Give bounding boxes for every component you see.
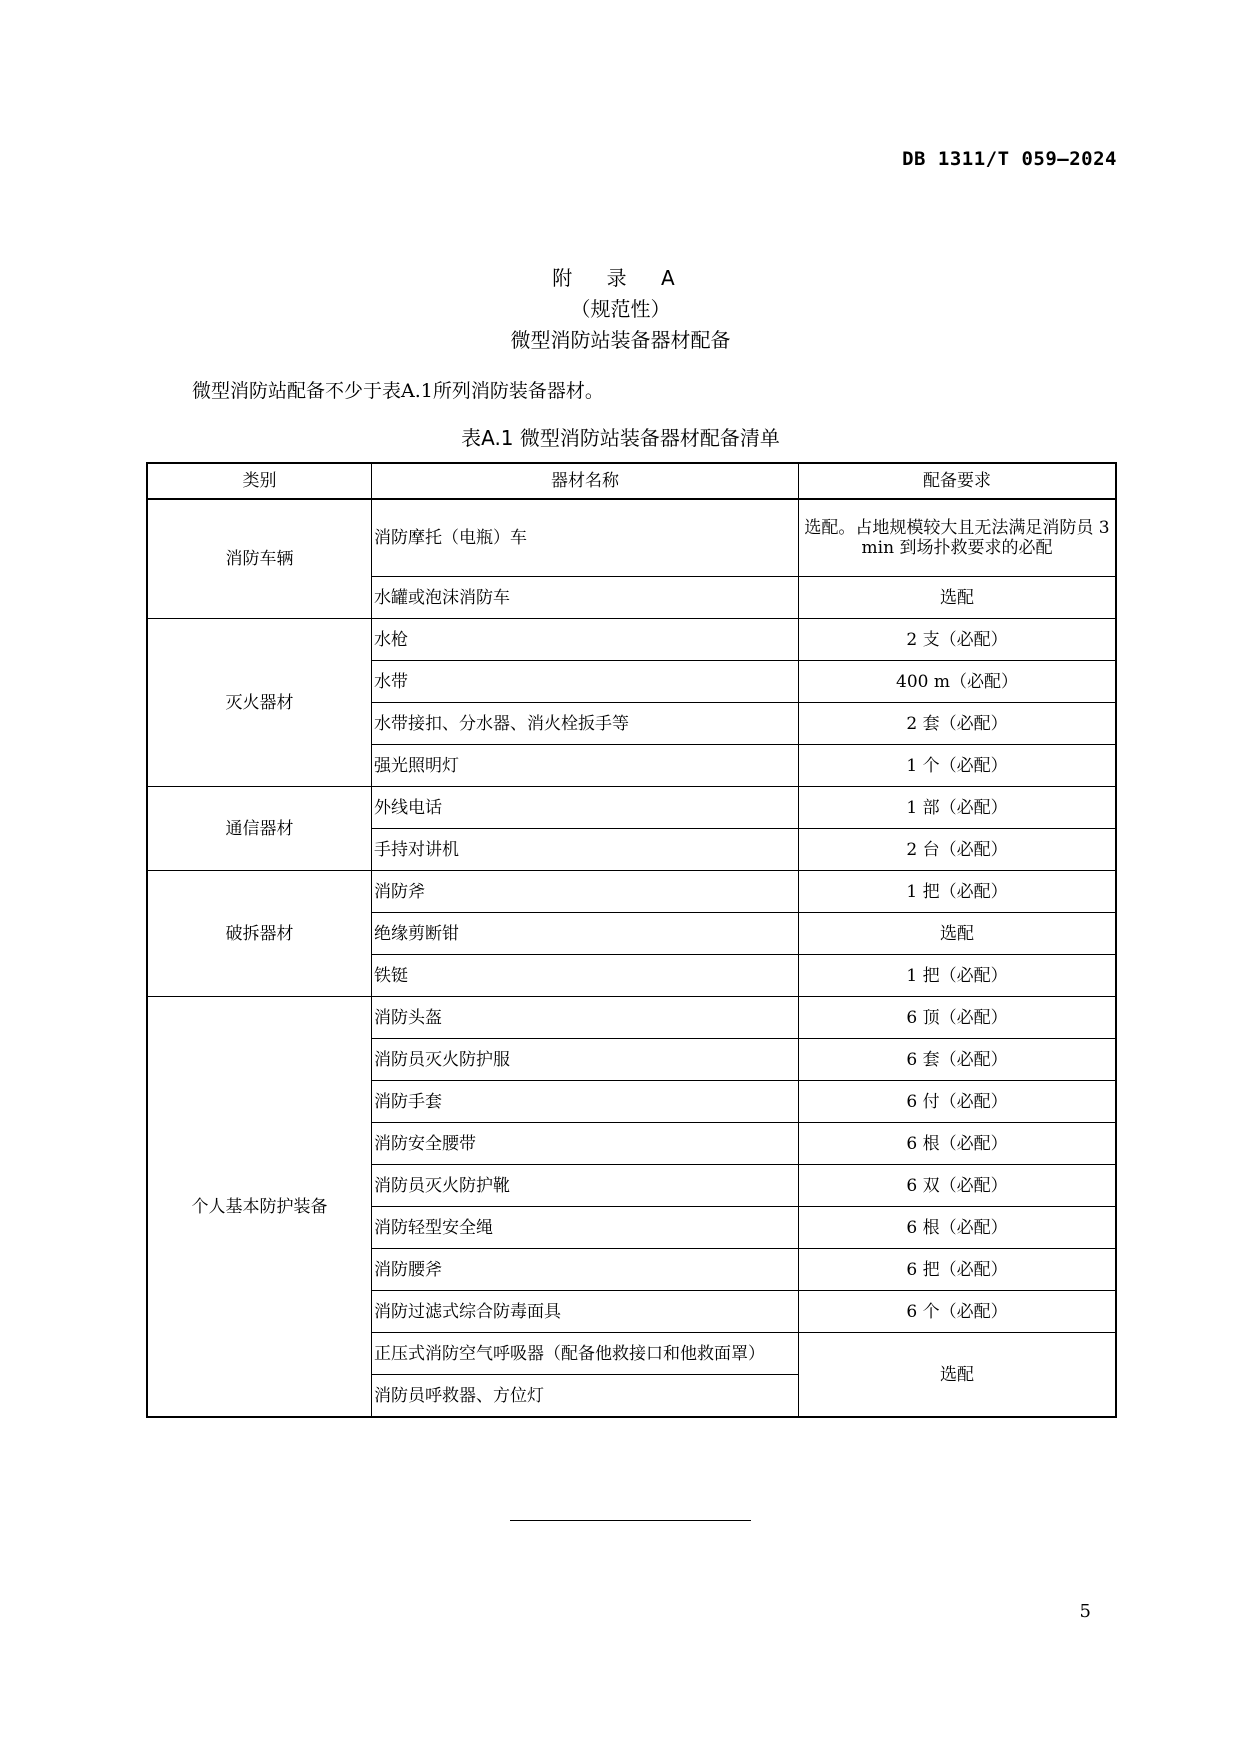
item-requirement: 400 m（必配） bbox=[799, 661, 1117, 703]
end-rule bbox=[510, 1520, 751, 1521]
category-cell: 通信器材 bbox=[147, 787, 372, 871]
table-caption: 表A.1 微型消防站装备器材配备清单 bbox=[461, 426, 780, 450]
item-requirement: 选配 bbox=[799, 577, 1117, 619]
item-name: 水带接扣、分水器、消火栓扳手等 bbox=[372, 703, 799, 745]
item-requirement: 1 把（必配） bbox=[799, 955, 1117, 997]
header-requirement: 配备要求 bbox=[799, 463, 1117, 499]
table-row bbox=[147, 619, 1116, 661]
item-requirement: 1 个（必配） bbox=[799, 745, 1117, 787]
item-requirement: 6 双（必配） bbox=[799, 1165, 1117, 1207]
table-row bbox=[147, 787, 1116, 829]
table-row bbox=[147, 499, 1116, 577]
item-name: 正压式消防空气呼吸器（配备他救接口和他救面罩） bbox=[372, 1333, 799, 1375]
category-cell: 破拆器材 bbox=[147, 871, 372, 997]
item-name: 水带 bbox=[372, 661, 799, 703]
item-requirement: 6 根（必配） bbox=[799, 1207, 1117, 1249]
table-header-row bbox=[147, 463, 1116, 499]
item-requirement: 选配 bbox=[799, 913, 1117, 955]
category-cell: 个人基本防护装备 bbox=[147, 997, 372, 1418]
item-name: 消防安全腰带 bbox=[372, 1123, 799, 1165]
appendix-title: 附 录 A bbox=[552, 266, 689, 290]
item-name: 消防摩托（电瓶）车 bbox=[372, 499, 799, 577]
category-cell: 消防车辆 bbox=[147, 499, 372, 619]
item-name: 消防头盔 bbox=[372, 997, 799, 1039]
item-requirement: 选配。占地规模较大且无法满足消防员 3 min 到场扑救要求的必配 bbox=[799, 499, 1117, 577]
item-name: 消防员灭火防护靴 bbox=[372, 1165, 799, 1207]
item-name: 消防手套 bbox=[372, 1081, 799, 1123]
item-requirement: 1 部（必配） bbox=[799, 787, 1117, 829]
item-name: 消防员灭火防护服 bbox=[372, 1039, 799, 1081]
item-name: 铁铤 bbox=[372, 955, 799, 997]
appendix-name: 微型消防站装备器材配备 bbox=[510, 328, 731, 352]
table-row bbox=[147, 997, 1116, 1039]
intro-paragraph: 微型消防站配备不少于表A.1所列消防装备器材。 bbox=[192, 380, 604, 402]
item-requirement: 6 个（必配） bbox=[799, 1291, 1117, 1333]
item-name: 绝缘剪断钳 bbox=[372, 913, 799, 955]
appendix-type: （规范性） bbox=[570, 297, 671, 321]
item-requirement: 选配 bbox=[799, 1333, 1117, 1418]
item-requirement: 2 支（必配） bbox=[799, 619, 1117, 661]
item-name: 水枪 bbox=[372, 619, 799, 661]
header-category: 类别 bbox=[147, 463, 372, 499]
item-requirement: 1 把（必配） bbox=[799, 871, 1117, 913]
item-requirement: 6 把（必配） bbox=[799, 1249, 1117, 1291]
item-requirement: 6 根（必配） bbox=[799, 1123, 1117, 1165]
item-requirement: 6 付（必配） bbox=[799, 1081, 1117, 1123]
item-requirement: 6 顶（必配） bbox=[799, 997, 1117, 1039]
item-name: 消防轻型安全绳 bbox=[372, 1207, 799, 1249]
item-requirement: 6 套（必配） bbox=[799, 1039, 1117, 1081]
page-number: 5 bbox=[1079, 1601, 1091, 1622]
item-name: 消防腰斧 bbox=[372, 1249, 799, 1291]
item-name: 强光照明灯 bbox=[372, 745, 799, 787]
category-cell: 灭火器材 bbox=[147, 619, 372, 787]
item-requirement: 2 台（必配） bbox=[799, 829, 1117, 871]
item-requirement: 2 套（必配） bbox=[799, 703, 1117, 745]
item-name: 外线电话 bbox=[372, 787, 799, 829]
item-name: 水罐或泡沫消防车 bbox=[372, 577, 799, 619]
header-name: 器材名称 bbox=[372, 463, 799, 499]
table-row bbox=[147, 871, 1116, 913]
item-name: 消防过滤式综合防毒面具 bbox=[372, 1291, 799, 1333]
item-name: 消防斧 bbox=[372, 871, 799, 913]
document-code: DB 1311/T 059—2024 bbox=[902, 148, 1117, 170]
item-name: 消防员呼救器、方位灯 bbox=[372, 1375, 799, 1418]
item-name: 手持对讲机 bbox=[372, 829, 799, 871]
equipment-table bbox=[146, 462, 1117, 1418]
